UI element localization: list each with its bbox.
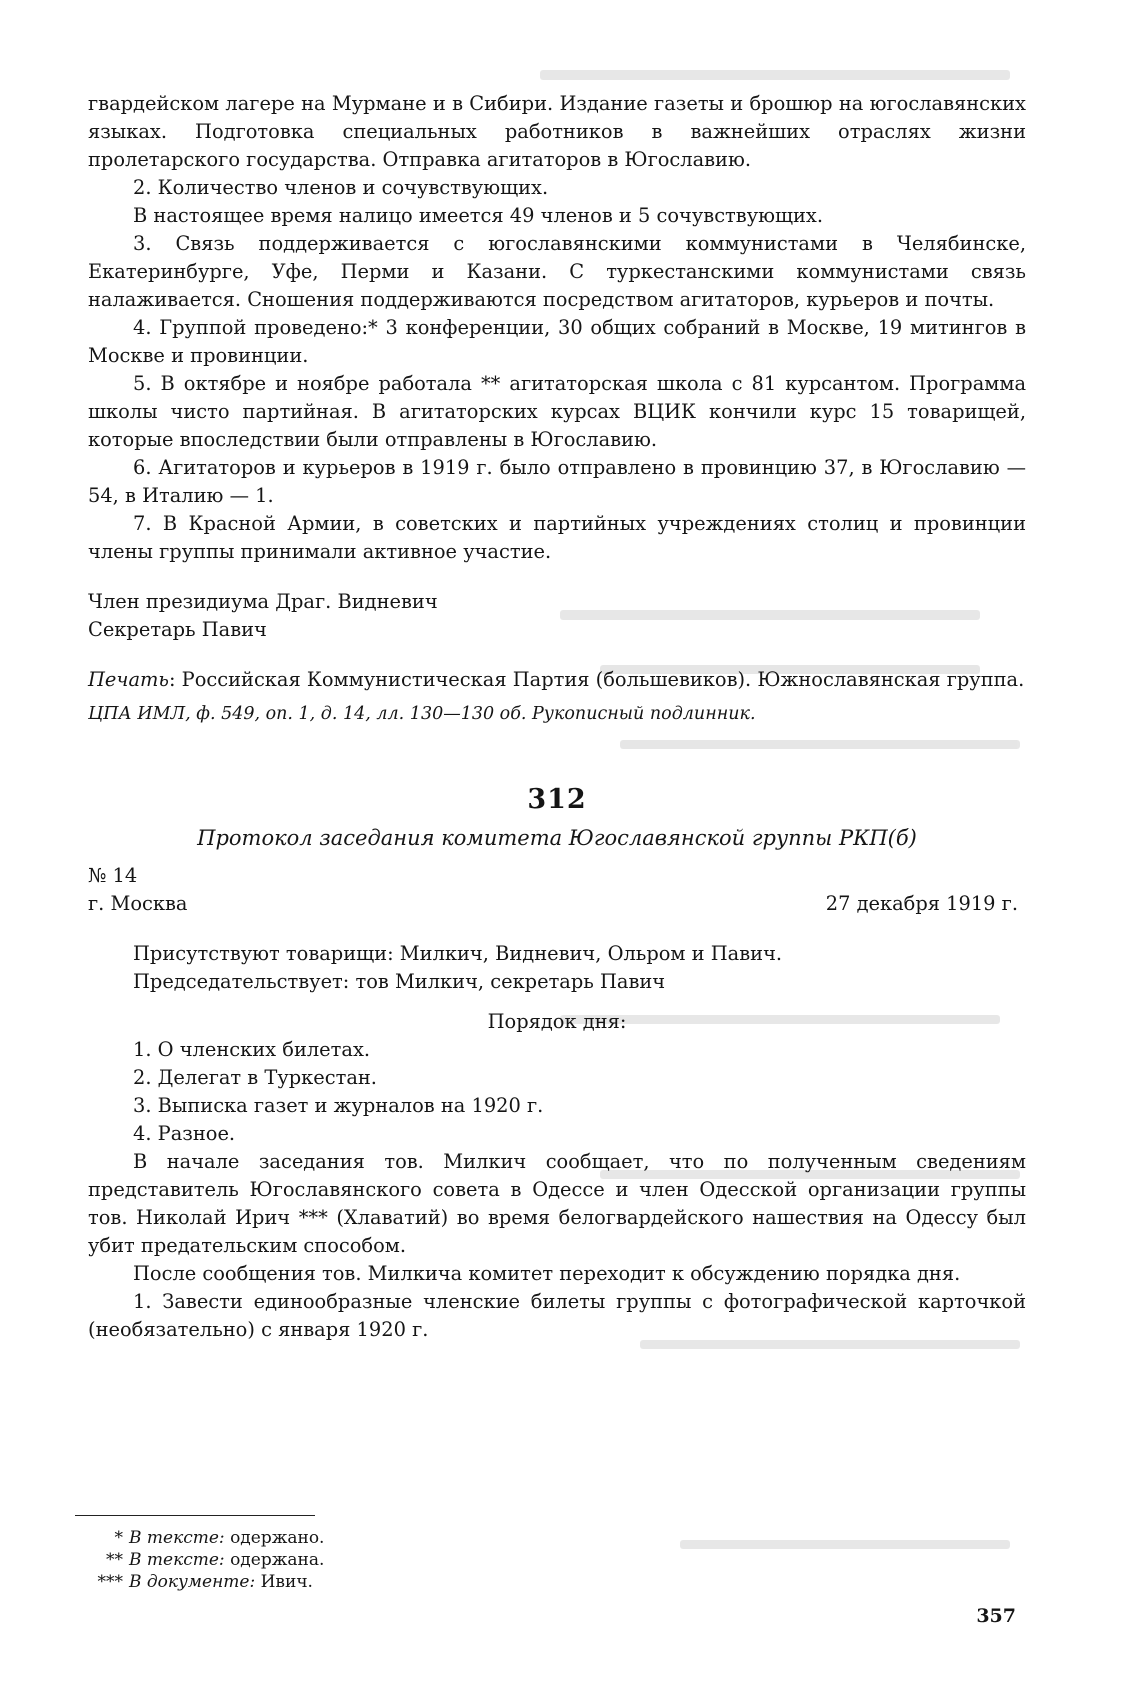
footnote-text: одержано. bbox=[224, 1528, 325, 1548]
text-paragraph: гвардейском лагере на Мурмане и в Сибири. Издание газеты и брошюр на югославянских языках. Подготовка специальных работников в важнейших отраслях жизни пролетарского государства. Отправка агитаторов в Югославию. bbox=[88, 92, 1026, 171]
agenda-item: 4. Разное. bbox=[133, 1122, 236, 1145]
document-number: 312 bbox=[527, 784, 587, 815]
list-item: 7. В Красной Армии, в советских и партийных учреждениях столиц и провинции члены группы принимали активное участие. bbox=[88, 512, 1026, 563]
footnote-text: Ивич. bbox=[255, 1572, 313, 1592]
signature-line: Секретарь Павич bbox=[88, 618, 267, 641]
main-text-column bbox=[88, 90, 1026, 1344]
protocol-number: № 14 bbox=[88, 864, 138, 887]
list-item: 6. Агитаторов и курьеров в 1919 г. было отправлено в провинцию 37, в Югославию — 54, в Италию — 1. bbox=[88, 456, 1026, 507]
date: 27 декабря 1919 г. bbox=[825, 892, 1018, 915]
seal-note bbox=[88, 666, 1026, 694]
footnote-label: В тексте: bbox=[129, 1528, 225, 1548]
archive-source: ЦПА ИМЛ, ф. 549, оп. 1, д. 14, лл. 130—130 об. Рукописный подлинник. bbox=[88, 704, 756, 724]
footnote-label: В документе: bbox=[129, 1572, 256, 1592]
signature-block bbox=[88, 588, 1026, 644]
footnote-mark: *** bbox=[97, 1572, 123, 1592]
seal-text: : Российская Коммунистическая Партия (большевиков). Южнославянская группа. bbox=[168, 668, 1025, 691]
agenda-title: Порядок дня: bbox=[487, 1010, 627, 1033]
signature-line: Член президиума Драг. Видневич bbox=[88, 590, 438, 613]
chair: Председательствует: тов Милкич, секретарь Павич bbox=[133, 970, 666, 993]
footnote-text: одержана. bbox=[224, 1550, 325, 1570]
page-number: 357 bbox=[976, 1605, 1016, 1627]
text-paragraph: После сообщения тов. Милкича комитет переходит к обсуждению порядка дня. bbox=[133, 1262, 961, 1285]
document-title: Протокол заседания комитета Югославянской группы РКП(б) bbox=[197, 826, 917, 850]
list-item: 4. Группой проведено:* 3 конференции, 30 общих собраний в Москве, 19 митингов в Москве и провинции. bbox=[88, 316, 1026, 367]
list-item: 5. В октябре и ноябре работала ** агитаторская школа с 81 курсантом. Программа школы чисто партийная. В агитаторских курсах ВЦИК кончили курс 15 товарищей, которые впоследствии были отправлены в Югославию. bbox=[88, 372, 1026, 451]
list-item: 2. Количество членов и сочувствующих. bbox=[133, 176, 549, 199]
footnote-rule bbox=[75, 1515, 315, 1516]
text-paragraph: 1. Завести единообразные членские билеты группы с фотографической карточкой (необязательно) с января 1920 г. bbox=[88, 1290, 1026, 1341]
footnotes bbox=[88, 1527, 688, 1593]
agenda-item: 2. Делегат в Туркестан. bbox=[133, 1066, 377, 1089]
seal-label: Печать bbox=[88, 668, 169, 691]
footnote bbox=[88, 1571, 688, 1593]
place-date-row bbox=[88, 890, 1026, 918]
footnote bbox=[88, 1549, 688, 1571]
list-item: 3. Связь поддерживается с югославянскими коммунистами в Челябинске, Екатеринбурге, Уфе, Перми и Казани. С туркестанскими коммунистами связь налаживается. Сношения поддерживаются посредством агитаторов, курьеров и почты. bbox=[88, 232, 1026, 311]
footnote-mark: ** bbox=[106, 1550, 123, 1570]
list-item: В настоящее время налицо имеется 49 членов и 5 сочувствующих. bbox=[133, 204, 824, 227]
footnote-label: В тексте: bbox=[129, 1550, 225, 1570]
attendees: Присутствуют товарищи: Милкич, Видневич, Ольром и Павич. bbox=[133, 942, 783, 965]
agenda-item: 1. О членских билетах. bbox=[133, 1038, 371, 1061]
footnote bbox=[88, 1527, 688, 1549]
agenda-item: 3. Выписка газет и журналов на 1920 г. bbox=[133, 1094, 544, 1117]
place: г. Москва bbox=[88, 892, 188, 915]
footnote-mark: * bbox=[114, 1528, 123, 1548]
text-paragraph: В начале заседания тов. Милкич сообщает, что по полученным сведениям представитель Югославянского совета в Одессе и член Одесской организации группы тов. Николай Ирич *** (Хлаватий) во время белогвардейского нашествия на Одессу был убит предательским способом. bbox=[88, 1150, 1026, 1257]
